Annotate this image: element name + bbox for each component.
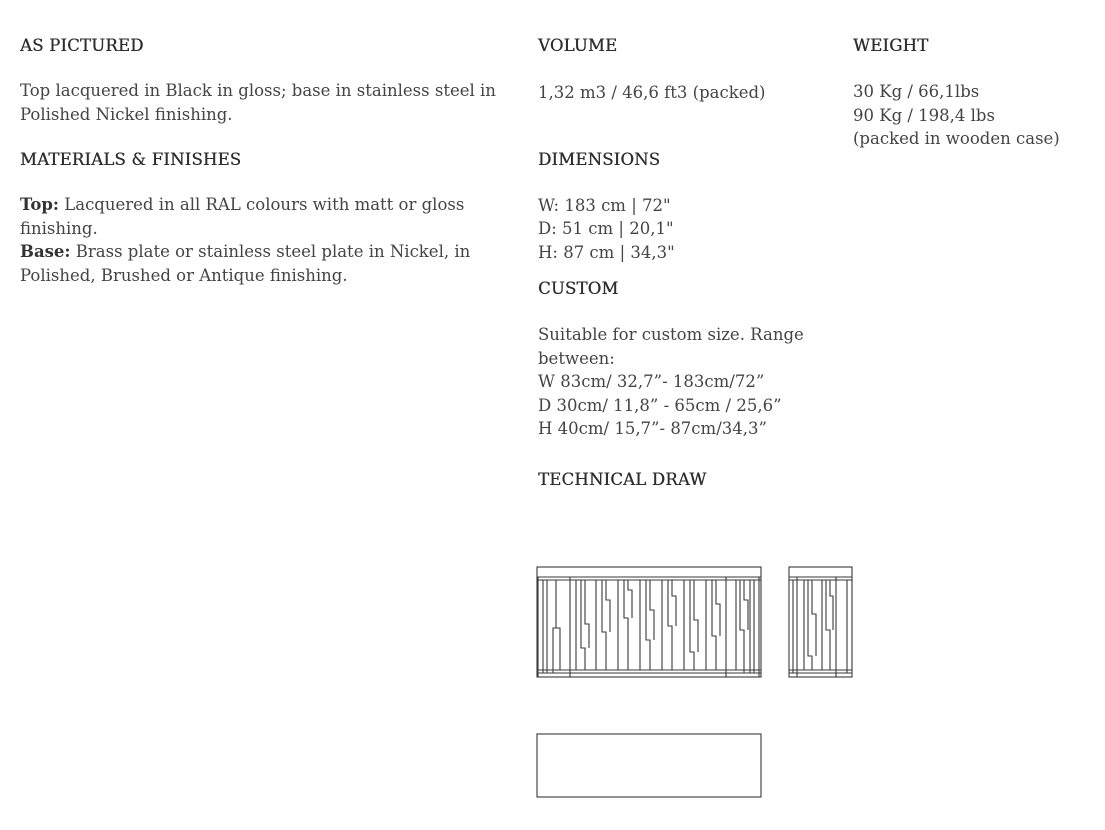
materials-top-line — [20, 193, 510, 217]
dimension-line: D: 51 cm | 20,1" — [538, 219, 674, 238]
materials-base-line — [20, 240, 510, 264]
weight-line: (packed in wooden case) — [853, 129, 1060, 148]
materials-text — [20, 193, 510, 287]
as-pictured-line: Polished Nickel finishing. — [20, 104, 233, 124]
top-text: Lacquered in all RAL colours with matt or gloss — [59, 195, 465, 214]
as-pictured-line: Top lacquered in Black in gloss; base in stainless steel in — [20, 81, 496, 100]
dimensions-heading: DIMENSIONS — [538, 149, 661, 169]
as-pictured-heading: AS PICTURED — [20, 36, 144, 55]
custom-line: W 83cm/ 32,7”- 183cm/72” — [538, 372, 765, 391]
right-column — [853, 36, 1103, 151]
technical-draw-heading: TECHNICAL DRAW — [538, 469, 707, 489]
weight-line: 90 Kg / 198,4 lbs — [853, 105, 995, 125]
materials-line: Polished, Brushed or Antique finishing. — [20, 265, 348, 285]
dimension-line: H: 87 cm | 34,3" — [538, 242, 675, 262]
materials-heading: MATERIALS & FINISHES — [20, 150, 242, 169]
volume-value: 1,32 m3 / 46,6 ft3 (packed) — [538, 83, 766, 102]
top-view — [537, 734, 761, 797]
custom-line: between: — [538, 348, 615, 368]
technical-drawing — [536, 560, 866, 810]
as-pictured-text — [20, 79, 510, 126]
materials-line: finishing. — [20, 218, 98, 238]
weight-line: 30 Kg / 66,1lbs — [853, 82, 980, 101]
side-view — [789, 567, 852, 677]
front-view — [537, 567, 761, 677]
volume-heading: VOLUME — [538, 36, 618, 55]
custom-line: D 30cm/ 11,8” - 65cm / 25,6” — [538, 395, 782, 415]
top-label: Top: — [20, 195, 60, 214]
custom-heading: CUSTOM — [538, 279, 619, 298]
left-column — [20, 36, 510, 287]
custom-text — [538, 323, 838, 441]
custom-line: Suitable for custom size. Range — [538, 325, 804, 344]
middle-column — [538, 36, 838, 489]
dimension-line: W: 183 cm | 72" — [538, 195, 671, 215]
base-label: Base: — [20, 242, 71, 261]
weight-heading: WEIGHT — [853, 36, 929, 55]
weight-text — [853, 80, 1103, 151]
dimensions-text — [538, 194, 838, 265]
custom-line: H 40cm/ 15,7”- 87cm/34,3” — [538, 419, 767, 438]
base-text: Brass plate or stainless steel plate in Nickel, in — [70, 242, 471, 261]
